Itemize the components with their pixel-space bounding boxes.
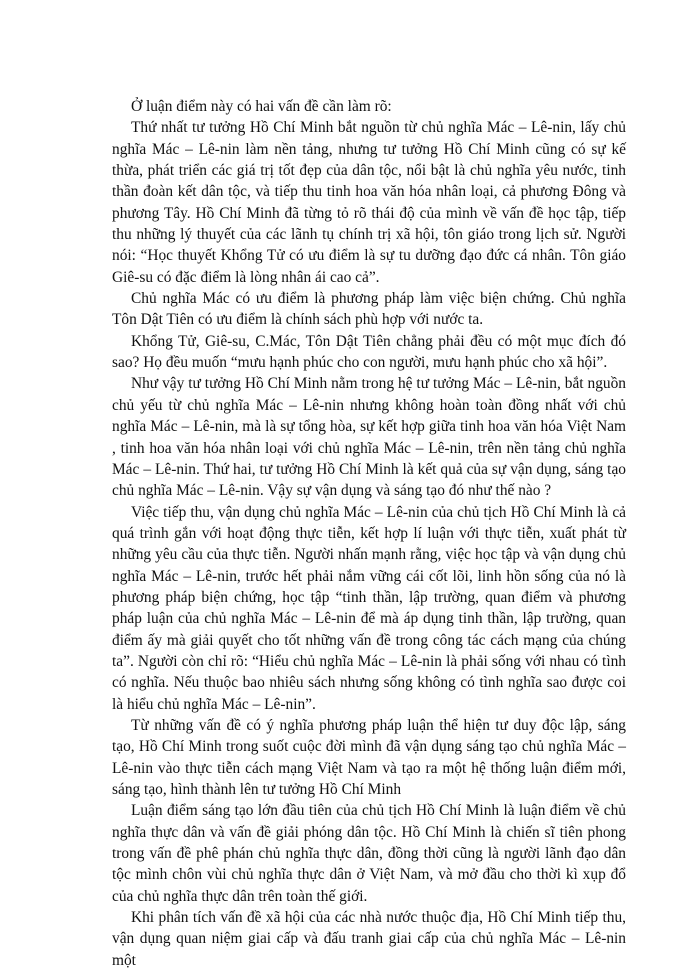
paragraph: Khổng Tử, Giê-su, C.Mác, Tôn Dật Tiên chẳng phải đều có một mục đích đó sao? Họ đều muốn “mưu hạnh phúc cho con người, mưu hạnh phúc cho xã hội”. [112,332,626,372]
paragraph: Từ những vấn đề có ý nghĩa phương pháp luận thể hiện tư duy độc lập, sáng tạo, Hồ Chí Minh trong suốt cuộc đời mình đã vận dụng sáng tạo chủ nghĩa Mác – Lê-nin vào thực tiễn cách mạng Việt Nam và tạo ra một hệ thống luận điểm mới, sáng tạo, hình thành lên tư tưởng Hồ Chí Minh [112,716,626,798]
paragraph: Chủ nghĩa Mác có ưu điểm là phương pháp làm việc biện chứng. Chủ nghĩa Tôn Dật Tiên có ưu điểm là chính sách phù hợp với nước ta. [112,290,626,329]
paragraph: Thứ nhất tư tưởng Hồ Chí Minh bắt nguồn từ chủ nghĩa Mác – Lê-nin, lấy chủ nghĩa Mác – Lê-nin làm nền tảng, nhưng tư tưởng Hồ Chí Minh cũng có sự kế thừa, phát triển các giá trị tốt đẹp của dân tộc, nổi bật là chủ nghĩa yêu nước, tinh thần đoàn kết dân tộc, và tiếp thu tinh hoa văn hóa nhân loại, cả phương Đông và phương Tây. Hồ Chí Minh đã từng tỏ rõ thái độ của mình về vấn đề học tập, tiếp thu những lý thuyết của các lãnh tụ chính trị xã hội, tôn giáo trong lịch sử. Người nói: “Học thuyết Khổng Tử có ưu điểm là sự tu dưỡng đạo đức cá nhân. Tôn giáo Giê-su có đặc điểm là lòng nhân ái cao cả”. [112,119,626,286]
paragraph: Việc tiếp thu, vận dụng chủ nghĩa Mác – Lê-nin của chủ tịch Hồ Chí Minh là cả quá trình gắn với hoạt động thực tiễn, kết hợp lí luận với thực tiễn, xuất phát từ những yêu cầu của thực tiễn. Người nhấn mạnh rằng, việc học tập và vận dụng chủ nghĩa Mác – Lê-nin, trước hết phải nắm vững cái cốt lõi, linh hồn sống của nó là phương pháp biện chứng, học tập “tinh thần, lập trường, quan điểm và phương pháp luận của chủ nghĩa Mác – Lê-nin để mà áp dụng tinh thần, lập trường, quan điểm ấy mà giải quyết cho tốt những vấn đề trong công tác cách mạng của chúng ta”. Người còn chỉ rõ: “Hiểu chủ nghĩa Mác – Lê-nin là phải sống với nhau có tình có nghĩa. Nếu thuộc bao nhiêu sách nhưng sống không có tình nghĩa sao được coi là hiểu chủ nghĩa Mác – Lê-nin”. [112,503,626,713]
paragraph: Như vậy tư tưởng Hồ Chí Minh nằm trong hệ tư tưởng Mác – Lê-nin, bắt nguồn chủ yếu từ chủ nghĩa Mác – Lê-nin nhưng không hoàn toàn đồng nhất với chủ nghĩa Mác – Lê-nin, mà là sự tổng hòa, sự kết hợp giữa tinh hoa văn hóa Việt Nam , tinh hoa văn hóa nhân loại với chủ nghĩa Mác – Lê-nin, trên nền tảng chủ nghĩa Mác – Lê-nin. Thứ hai, tư tưởng Hồ Chí Minh là kết quả của sự vận dụng, sáng tạo chủ nghĩa Mác – Lê-nin. Vậy sự vận dụng và sáng tạo đó như thế nào ? [112,375,626,500]
paragraph: Ở luận điểm này có hai vấn đề cần làm rõ: [131,98,392,115]
paragraph: Khi phân tích vấn đề xã hội của các nhà nước thuộc địa, Hồ Chí Minh tiếp thu, vận dụng quan niệm giai cấp và đấu tranh giai cấp của chủ nghĩa Mác – Lê-nin một [112,909,626,969]
paragraph: Luận điểm sáng tạo lớn đầu tiên của chủ tịch Hồ Chí Minh là luận điểm về chủ nghĩa thực dân và vấn đề giải phóng dân tộc. Hồ Chí Minh là chiến sĩ tiên phong trong vấn đề phê phán chủ nghĩa thực dân, đồng thời cũng là người lãnh đạo dân tộc mình chôn vùi chủ nghĩa thực dân ở Việt Nam, và mở đầu cho thời kì xụp đổ của chủ nghĩa thực dân trên toàn thế giới. [112,802,626,905]
